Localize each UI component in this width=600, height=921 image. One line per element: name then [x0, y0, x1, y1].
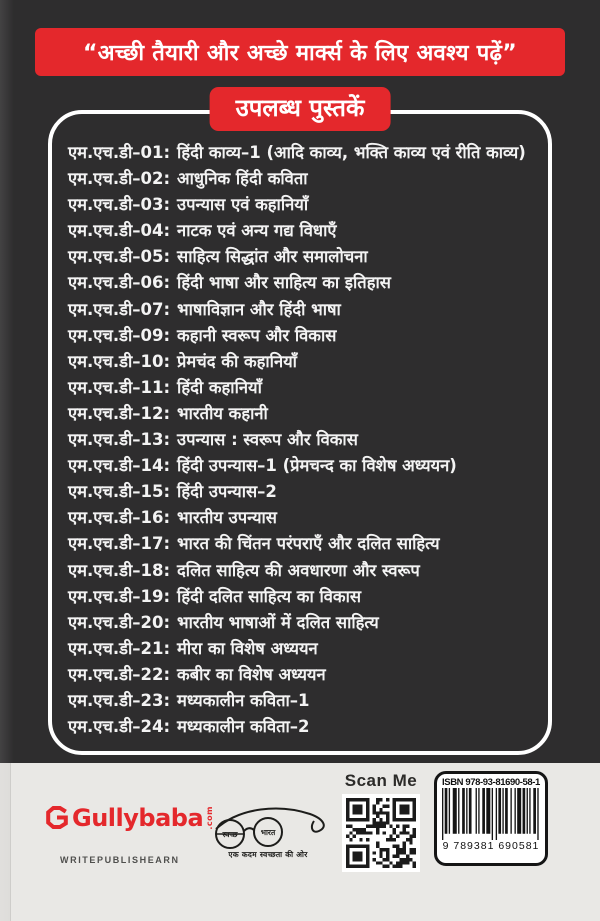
- book-code: एम.एच.डी–07:: [68, 299, 171, 319]
- book-title: भारतीय कहानी: [177, 403, 268, 423]
- list-item: [68, 140, 540, 166]
- book-title: उपन्यास : स्वरूप और विकास: [177, 430, 358, 450]
- book-code: एम.एच.डी–03:: [68, 195, 171, 215]
- book-title: साहित्य सिद्धांत और समालोचना: [177, 247, 368, 267]
- list-item: [68, 218, 540, 244]
- list-item: [68, 714, 540, 740]
- book-code: एम.एच.डी–11:: [68, 377, 171, 397]
- gandhi-glasses-icon: [198, 803, 338, 853]
- book-title: हिंदी उपन्यास–1 (प्रेमचन्द का विशेष अध्ययन): [177, 456, 457, 476]
- available-books-title-badge: उपलब्ध पुस्तकें: [210, 87, 391, 131]
- list-item: [68, 531, 540, 557]
- isbn-text: ISBN 978-93-81690-58-1: [442, 777, 540, 788]
- book-code: एम.एच.डी–21:: [68, 638, 171, 658]
- book-title: दलित साहित्य की अवधारणा और स्वरूप: [177, 560, 420, 580]
- book-code: एम.एच.डी–15:: [68, 482, 171, 502]
- slogan-text: “अच्छी तैयारी और अच्छे मार्क्स के लिए अवश्य पढ़ें”: [82, 41, 518, 66]
- book-list: [52, 114, 548, 740]
- list-item: [68, 166, 540, 192]
- list-item: [68, 610, 540, 636]
- list-item: [68, 297, 540, 323]
- gullybaba-g-icon: [46, 805, 68, 830]
- book-title: कहानी स्वरूप और विकास: [177, 325, 337, 345]
- book-title: हिंदी दलित साहित्य का विकास: [177, 586, 362, 606]
- list-item: [68, 349, 540, 375]
- book-title: हिंदी कहानियाँ: [177, 377, 262, 397]
- book-code: एम.एच.डी–10:: [68, 351, 171, 371]
- list-item: [68, 662, 540, 688]
- tagline-word: EARN: [147, 855, 180, 865]
- book-title: हिंदी काव्य–1 (आदि काव्य, भक्ति काव्य एवं रीति काव्य): [177, 143, 526, 162]
- book-code: एम.एच.डी–22:: [68, 664, 171, 684]
- list-item: [68, 688, 540, 714]
- list-item: [68, 375, 540, 401]
- list-item: [68, 270, 540, 296]
- book-code: एम.एच.डी–05:: [68, 247, 171, 267]
- book-title: मीरा का विशेष अध्ययन: [177, 638, 318, 658]
- book-code: एम.एच.डी–16:: [68, 508, 171, 528]
- publisher-name: Gullybaba: [72, 803, 204, 832]
- isbn-box: [434, 771, 548, 866]
- swachh-bharat-logo: [198, 803, 338, 860]
- isbn-digits: 9 789381 690581: [442, 840, 540, 852]
- list-item: [68, 558, 540, 584]
- publisher-logo: [46, 805, 214, 830]
- book-title: मध्यकालीन कविता–2: [177, 717, 310, 737]
- book-code: एम.एच.डी–19:: [68, 586, 171, 606]
- lens-text-left: स्वच्छ: [222, 830, 238, 839]
- list-item: [68, 401, 540, 427]
- book-title: भारतीय उपन्यास: [177, 508, 277, 528]
- tagline-word: WRITE: [60, 855, 97, 865]
- book-code: एम.एच.डी–13:: [68, 430, 171, 450]
- scan-me-label: Scan Me: [344, 771, 418, 790]
- list-item: [68, 584, 540, 610]
- book-code: एम.एच.डी–18:: [68, 560, 171, 580]
- book-code: एम.एच.डी–17:: [68, 534, 171, 554]
- lens-text-right: भारत: [260, 828, 276, 837]
- list-item: [68, 192, 540, 218]
- book-title: कबीर का विशेष अध्ययन: [177, 664, 326, 684]
- book-title: उपन्यास एवं कहानियाँ: [177, 195, 309, 215]
- publisher-tagline: [60, 855, 180, 865]
- books-panel: [48, 110, 552, 755]
- book-code: एम.एच.डी–20:: [68, 612, 171, 632]
- book-title: मध्यकालीन कविता–1: [177, 690, 310, 710]
- book-title: नाटक एवं अन्य गद्य विधाएँ: [177, 221, 337, 241]
- book-code: एम.एच.डी–04:: [68, 221, 171, 241]
- book-title: हिंदी भाषा और साहित्य का इतिहास: [177, 273, 391, 293]
- footer: [0, 763, 600, 921]
- book-code: एम.एच.डी–01:: [68, 143, 171, 162]
- isbn-barcode: [442, 788, 540, 840]
- tagline-word: PUBLISH: [97, 855, 148, 865]
- qr-code: [342, 794, 420, 872]
- book-code: एम.एच.डी–12:: [68, 403, 171, 423]
- book-code: एम.एच.डी–06:: [68, 273, 171, 293]
- swachh-tagline: एक कदम स्वच्छता की ओर: [228, 850, 308, 859]
- list-item: [68, 636, 540, 662]
- book-title: प्रेमचंद की कहानियाँ: [177, 351, 297, 371]
- list-item: [68, 453, 540, 479]
- book-title: आधुनिक हिंदी कविता: [177, 169, 308, 189]
- book-code: एम.एच.डी–24:: [68, 717, 171, 737]
- qr-block: [340, 771, 422, 872]
- list-item: [68, 479, 540, 505]
- list-item: [68, 244, 540, 270]
- book-title: भारत की चिंतन परंपराएँ और दलित साहित्य: [177, 534, 440, 554]
- list-item: [68, 427, 540, 453]
- publisher-tld: .com: [205, 805, 215, 830]
- list-item: [68, 505, 540, 531]
- book-code: एम.एच.डी–02:: [68, 169, 171, 189]
- book-code: एम.एच.डी–14:: [68, 456, 171, 476]
- book-code: एम.एच.डी–23:: [68, 690, 171, 710]
- book-code: एम.एच.डी–09:: [68, 325, 171, 345]
- list-item: [68, 323, 540, 349]
- book-title: भाषाविज्ञान और हिंदी भाषा: [177, 299, 341, 319]
- book-title: भारतीय भाषाओं में दलित साहित्य: [177, 612, 379, 632]
- book-title: हिंदी उपन्यास–2: [177, 482, 277, 502]
- top-slogan-banner: [35, 28, 565, 76]
